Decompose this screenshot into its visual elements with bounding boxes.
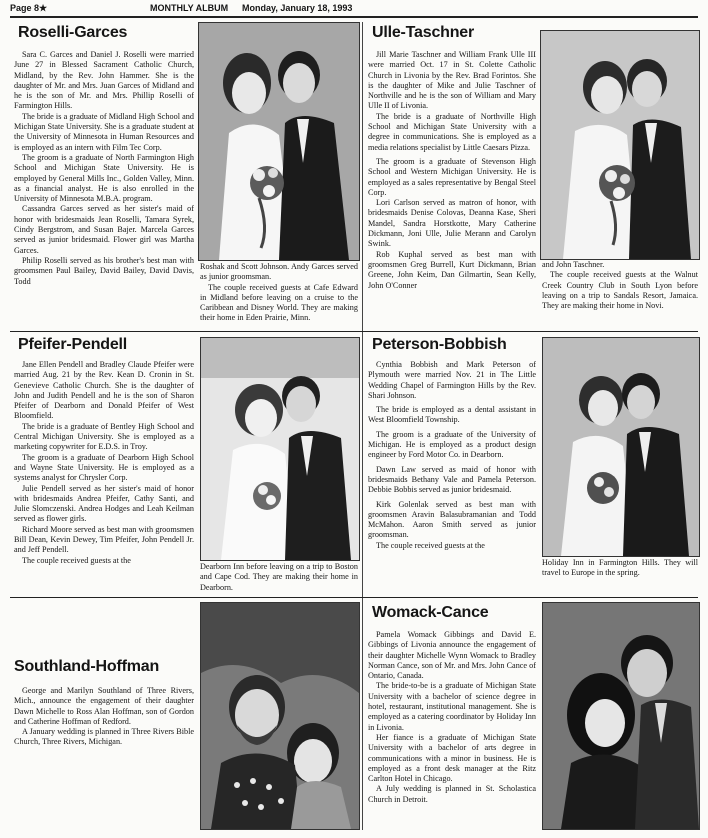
wedding-photo-roselli-garces [198,22,360,261]
paragraph: The groom is a graduate of the University of Michigan. He is employed as a product design engineer by Ford Motor Co. in Dearborn. [368,429,536,460]
paragraph: Philip Roselli served as his brother's best man with groomsmen Paul Bailey, David Bailey, David Davis, Todd [14,255,194,286]
paragraph: The bride is a graduate of Midland High School and Michigan State University. She is a graduate student at the University of Minnesota in Human Resources and is employed as an intern with Film Tec Corp. [14,111,194,152]
article-southland-hoffman [14,686,194,806]
publication-date: Monday, January 18, 1993 [242,3,353,13]
section-name: MONTHLY ALBUM [150,3,229,13]
paragraph: and John Taschner. [542,260,605,269]
paragraph: Julie Pendell served as her sister's maid of honor with bridesmaids Andrea Pfeifer, Cathy Santi, and Julie Slomczenski. Andrea Hodges and Leah Keilman served as flower girls. [14,483,194,524]
paragraph: A July wedding is planned in St. Scholastica Church in Detroit. [368,784,536,804]
paragraph: Cynthia Bobbish and Mark Peterson of Plymouth were married Nov. 21 in The Little Wedding Chapel of Farmington Hills by the Rev. Shari Johnson. [368,360,536,400]
headline-pfeifer-pendell: Pfeifer-Pendell [18,336,128,353]
article-peterson-bobbish [368,360,536,582]
paragraph: The couple received guests at the Walnut Creek Country Club in South Lyon before leaving on a trip to Sandals Resort, Jamaica. They are making their home in Novi. [542,270,698,311]
article-ulle-taschner [368,50,536,328]
wedding-photo-ulle-taschner [540,30,700,260]
section-divider [10,331,698,332]
paragraph: The couple received guests at the [376,540,485,550]
paragraph: Jill Marie Taschner and William Frank Ulle III were married Oct. 17 in St. Colette Catholic Church in Livonia by the Rev. Brad Forintos. She is the daughter of Mike and Julie Taschner of Northville and he is the son of William and Mary Ulle II of Livonia. [368,50,536,111]
paragraph: The bride is a graduate of Bentley High School and Central Michigan University. She is employed as a marketing copywriter for E.D.S. in Troy. [14,421,194,452]
paragraph: The groom is a graduate of North Farmington High School and Michigan State University. He is employed by General Mills Inc., Golden Valley, Minn. as a financial analyst. He is also enrolled in the University of Minnesota M.B.A. program. [14,152,194,204]
headline-ulle-taschner: Ulle-Taschner [372,24,475,41]
article-roselli-garces [14,50,194,328]
paragraph: Richard Moore served as best man with groomsmen Bill Dean, Kevin Dewey, Tim Pfeifer, John Pendell Jr. and Jeff Pendell. [14,524,194,555]
headline-womack-cance: Womack-Cance [372,604,489,621]
column-divider [362,22,363,830]
wedding-photo-peterson-bobbish [542,337,700,557]
wedding-photo-pfeifer-pendell [200,337,360,561]
paragraph: Rob Kuphal served as best man with groomsmen Greg Burrell, Kurt Dickmann, Brian Greene, John Keim, Dan Gilmartin, Sean Kelly, John O'Conner [368,249,536,290]
paragraph: Dawn Law served as maid of honor with bridesmaids Bethany Vale and Pamela Peterson. Debbie Bobbis served as junior bridesmaid. [368,464,536,495]
paragraph: Sara C. Garces and Daniel J. Roselli were married June 27 in Blessed Sacrament Catholic Church, Midland, by the Rev. John Hammer. She is the daughter of Mr. and Mrs. Juan Garces of Midland and he is the son of Mr. and Mrs. Phillip Roselli of Farmington Hills. [14,50,194,111]
paragraph: Pamela Womack Gibbings and David E. Gibbings of Livonia announce the engagement of their daughter Michelle Wynn Womack to Bradley Norman Cance, son of Mr. and Mrs. John Cance of Ontario, Canada. [368,630,536,681]
paragraph: Kirk Golenlak served as best man with groomsmen Aravin Balasubramanian and Todd McMahon. Aaron Smith served as junior groomsman. [368,499,536,540]
engagement-photo-southland-hoffman [200,602,360,830]
paragraph: Her fiance is a graduate of Michigan State University with a bachelor of arts degree in communications with a minor in business. He is employed as a front desk manager at the Ritz Carlton Hotel in Chicago. [368,732,536,784]
page-number: Page 8★ [10,3,48,13]
article-pfeifer-pendell [14,360,194,592]
article-womack-cance [368,630,536,830]
paragraph: The bride-to-be is a graduate of Michigan State University with a bachelor of science degree in hotel, restaurant, institutional management. She is employed as a catering coordinator by Holiday Inn in Livonia. [368,681,536,732]
paragraph: Jane Ellen Pendell and Bradley Claude Pfeifer were married Aug. 21 by the Rev. Kean D. Cronin in St. Genevieve Catholic Church. She is the daughter of John and Judith Pendell and he is the son of Sharon Pfeifer of Dearborn and Donald Pfeifer of West Bloomfield. [14,360,194,421]
article-ulle-taschner-continued [542,260,698,328]
paragraph: Holiday Inn in Farmington Hills. They will travel to Europe in the spring. [542,558,698,578]
article-pfeifer-pendell-continued [200,562,358,596]
paragraph: George and Marilyn Southland of Three Rivers, Mich., announce the engagement of their daughter Dawn Michelle to Ross Alan Hoffman, son of Gordon and Catherine Hoffman of Redford. [14,686,194,726]
article-roselli-garces-continued [200,262,358,328]
headline-peterson-bobbish: Peterson-Bobbish [372,336,507,353]
paragraph: The groom is a graduate of Stevenson High School and Western Michigan University. He is employed as a sales representative by Bengal Steel Corp. [368,156,536,197]
paragraph: The couple received guests at the [22,555,131,565]
masthead [10,2,698,18]
paragraph: Cassandra Garces served as her sister's maid of honor with bridesmaids Jean Roselli, Tamara Syrek, Cindy Bergstrom, and Susan Bajer. Marcela Garces served as junior bridesmaid. Flower girl was Martha Garces. [14,204,194,255]
paragraph: Roshak and Scott Johnson. Andy Garces served as junior groomsman. [200,262,358,282]
headline-roselli-garces: Roselli-Garces [18,24,128,41]
section-divider [10,597,698,598]
paragraph: Dearborn Inn before leaving on a trip to Boston and Cape Cod. They are making their home in Dearborn. [200,562,358,592]
paragraph: The groom is a graduate of Dearborn High School and Wayne State University. He is employed as a systems analyst for Chrysler Corp. [14,452,194,483]
headline-southland-hoffman: Southland-Hoffman [14,658,160,675]
paragraph: Lori Carlson served as matron of honor, with bridesmaids Denise Colovas, Deanna Kase, Sheri Mandel, Sandra Horstkotte, Mary Catherine Dickmann, Joni Ulle, Julie Merann and Carolyn Swink. [368,198,536,249]
paragraph: The couple received guests at Cafe Edward in Midland before leaving on a cruise to the Caribbean and Disney World. They are making their home in Eden Prairie, Minn. [200,282,358,323]
paragraph: A January wedding is planned in Three Rivers Bible Church, Three Rivers, Michigan. [14,727,194,747]
paragraph: The bride is a graduate of Northville High School and Michigan State University with a degree in communications. She is employed as a media relations specialist by Little Caesars Pizza. [368,111,536,152]
article-peterson-bobbish-continued [542,558,698,592]
paragraph: The bride is employed as a dental assistant in West Bloomfield Township. [368,405,536,425]
engagement-photo-womack-cance [542,602,700,830]
